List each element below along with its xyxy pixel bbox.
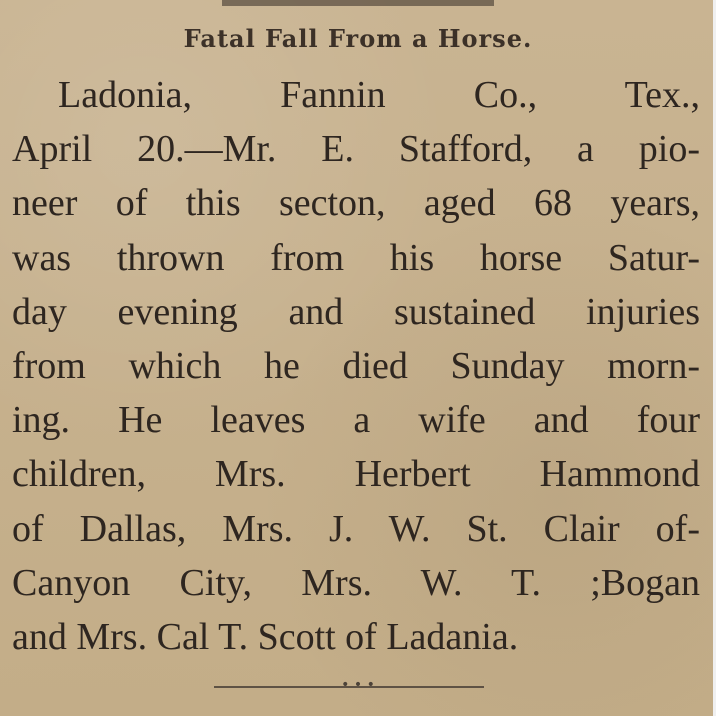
article-line-2: April 20.—Mr. E. Stafford, a pio- [12, 128, 700, 171]
article-body [12, 68, 700, 664]
top-rule [222, 0, 494, 6]
ornament-divider: • • • [341, 677, 375, 693]
article-line-11: and Mrs. Cal T. Scott of Ladania. [12, 615, 519, 658]
article-headline: Fatal Fall From a Horse. [183, 24, 533, 53]
article-line-5: day evening and sustained injuries [12, 290, 700, 333]
article-line-4: was thrown from his horse Satur- [12, 236, 700, 279]
article-line-7: ing. He leaves a wife and four [12, 399, 700, 442]
article-line-10: Canyon City, Mrs. W. T. ;Bogan [12, 561, 700, 604]
article-line-6: from which he died Sunday morn- [12, 344, 700, 387]
article-line-9: of Dallas, Mrs. J. W. St. Clair of- [12, 507, 700, 550]
article-line-3: neer of this secton, aged 68 years, [12, 182, 700, 225]
article-line-8: children, Mrs. Herbert Hammond [12, 453, 700, 496]
article-line-1: Ladonia, Fannin Co., Tex., [58, 74, 700, 116]
